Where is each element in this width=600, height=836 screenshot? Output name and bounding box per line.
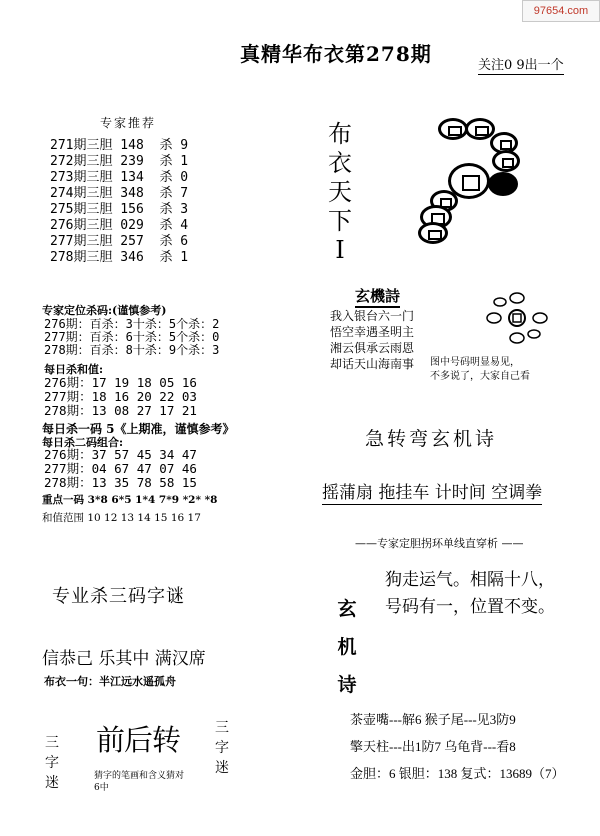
vertical-char: 三 bbox=[215, 720, 229, 736]
coin-icon bbox=[488, 172, 518, 196]
note-line: 图中号码明显易见， bbox=[430, 357, 520, 368]
qhz-riddle: 前后转 bbox=[96, 723, 181, 757]
page-title: 真精华布衣第278期 bbox=[240, 42, 432, 66]
list-item: 277期：04 67 47 07 46 bbox=[44, 461, 197, 476]
zimi3-left bbox=[44, 733, 60, 793]
watermark-badge: 97654.com bbox=[522, 0, 600, 22]
list-item: 277期三胆 257 杀 6 bbox=[50, 234, 189, 249]
xuan-poem bbox=[385, 567, 555, 621]
idiom-line: 摇蒲扇 拖挂车 计时间 空调拳 bbox=[322, 478, 542, 505]
list-item: 278期：13 35 78 58 15 bbox=[44, 475, 197, 490]
vertical-char: 诗 bbox=[337, 674, 357, 696]
list-item: 271期三胆 148 杀 9 bbox=[50, 138, 189, 153]
vertical-char: 字 bbox=[215, 740, 229, 756]
poem-line: 悟空幸遇圣明主 bbox=[330, 325, 415, 339]
poem-title: 玄機詩 bbox=[355, 285, 400, 308]
hint-line: 金胆：6 银胆：138 复式：13689（7） bbox=[350, 766, 565, 781]
recommend-heading: 专家推荐 bbox=[100, 116, 157, 130]
xuan-vertical-title bbox=[334, 590, 360, 704]
list-item: 278期三胆 346 杀 1 bbox=[50, 250, 189, 265]
vertical-char: 机 bbox=[337, 636, 357, 658]
poem-line: 湘云俱承云雨恩 bbox=[330, 341, 415, 355]
sum-range-line: 和值范围 10 12 13 14 15 16 17 bbox=[42, 512, 201, 524]
daily-two-heading: 每日杀二码组合: bbox=[42, 436, 124, 449]
vertical-char: I bbox=[335, 236, 345, 264]
zimi3-right bbox=[214, 718, 230, 778]
poem-lines bbox=[330, 308, 414, 372]
hint-line: 茶壶嘴---解6 猴子尾---见3防9 bbox=[350, 712, 516, 727]
list-item: 278期：13 08 27 17 21 bbox=[44, 403, 197, 418]
daily-sum-heading: 每日杀和值: bbox=[44, 363, 104, 376]
list-item: 276期：17 19 18 05 16 bbox=[44, 375, 197, 390]
key-one-line: 重点一码 3*8 6*5 1*4 7*9 *2* *8 bbox=[42, 494, 218, 506]
bottom-right-hints bbox=[350, 706, 565, 787]
list-item: 273期三胆 134 杀 0 bbox=[50, 170, 189, 185]
list-item: 276期：37 57 45 34 47 bbox=[44, 447, 197, 462]
list-item: 277期：百杀：6十杀：5个杀：0 bbox=[44, 330, 220, 344]
list-item: 276期三胆 029 杀 4 bbox=[50, 218, 189, 233]
danma-line: ——专家定胆拐环单线直穿析 —— bbox=[355, 537, 524, 550]
vertical-char: 下 bbox=[328, 207, 352, 235]
coin-icon bbox=[465, 118, 495, 140]
daily-sum-list bbox=[44, 376, 197, 418]
poem-line: 狗走运气。相隔十八， bbox=[385, 570, 555, 590]
zimi-title: 专业杀三码字谜 bbox=[52, 586, 185, 607]
poem-line: 我入银台六一门 bbox=[330, 309, 415, 323]
vertical-char: 迷 bbox=[215, 760, 229, 776]
coin-icon bbox=[438, 118, 468, 140]
vertical-char: 玄 bbox=[337, 598, 357, 620]
qhz-note: 猜字的笔画和含义猜对6中 bbox=[94, 771, 185, 793]
poem-note bbox=[430, 356, 530, 384]
vertical-title bbox=[325, 120, 355, 265]
jizhuan-heading: 急转弯玄机诗 bbox=[365, 428, 498, 450]
poem-line: 却话天山海南事 bbox=[330, 357, 415, 371]
vertical-char: 衣 bbox=[328, 149, 352, 177]
daily-two-list bbox=[44, 448, 197, 490]
coin-icon bbox=[492, 150, 520, 172]
note-line: 不多说了，大家自己看 bbox=[430, 371, 530, 382]
vertical-char: 字 bbox=[45, 755, 59, 771]
follow-note: 关注0 9出一个 bbox=[478, 54, 564, 75]
list-item: 275期三胆 156 杀 3 bbox=[50, 202, 189, 217]
position-kill-heading: 专家定位杀码:(谨慎参考) bbox=[42, 304, 167, 317]
hint-line: 擎天柱---出1防7 乌龟背---看8 bbox=[350, 739, 516, 754]
poem-line: 号码有一，位置不变。 bbox=[385, 597, 555, 617]
list-item: 276期：百杀：3十杀：5个杀：2 bbox=[44, 317, 220, 331]
daily-one-heading: 每日杀一码 5《上期准，谨慎参考》 bbox=[42, 422, 235, 436]
recommend-list bbox=[50, 138, 188, 266]
vertical-char: 迷 bbox=[45, 775, 59, 791]
position-kill-list bbox=[44, 318, 219, 357]
list-item: 277期：18 16 20 22 03 bbox=[44, 389, 197, 404]
coin-icon bbox=[418, 222, 448, 244]
vertical-char: 布 bbox=[328, 120, 352, 148]
vertical-char: 三 bbox=[45, 735, 59, 751]
list-item: 272期三胆 239 杀 1 bbox=[50, 154, 189, 169]
list-item: 278期：百杀：8十杀：9个杀：3 bbox=[44, 343, 220, 357]
list-item: 274期三胆 348 杀 7 bbox=[50, 186, 189, 201]
buyi-line: 布衣一句：半江远水遥孤舟 bbox=[44, 675, 176, 688]
names-line: 信恭己 乐其中 满汉席 bbox=[42, 649, 206, 669]
pinwheel-illustration bbox=[472, 288, 562, 348]
vertical-char: 天 bbox=[328, 178, 352, 206]
